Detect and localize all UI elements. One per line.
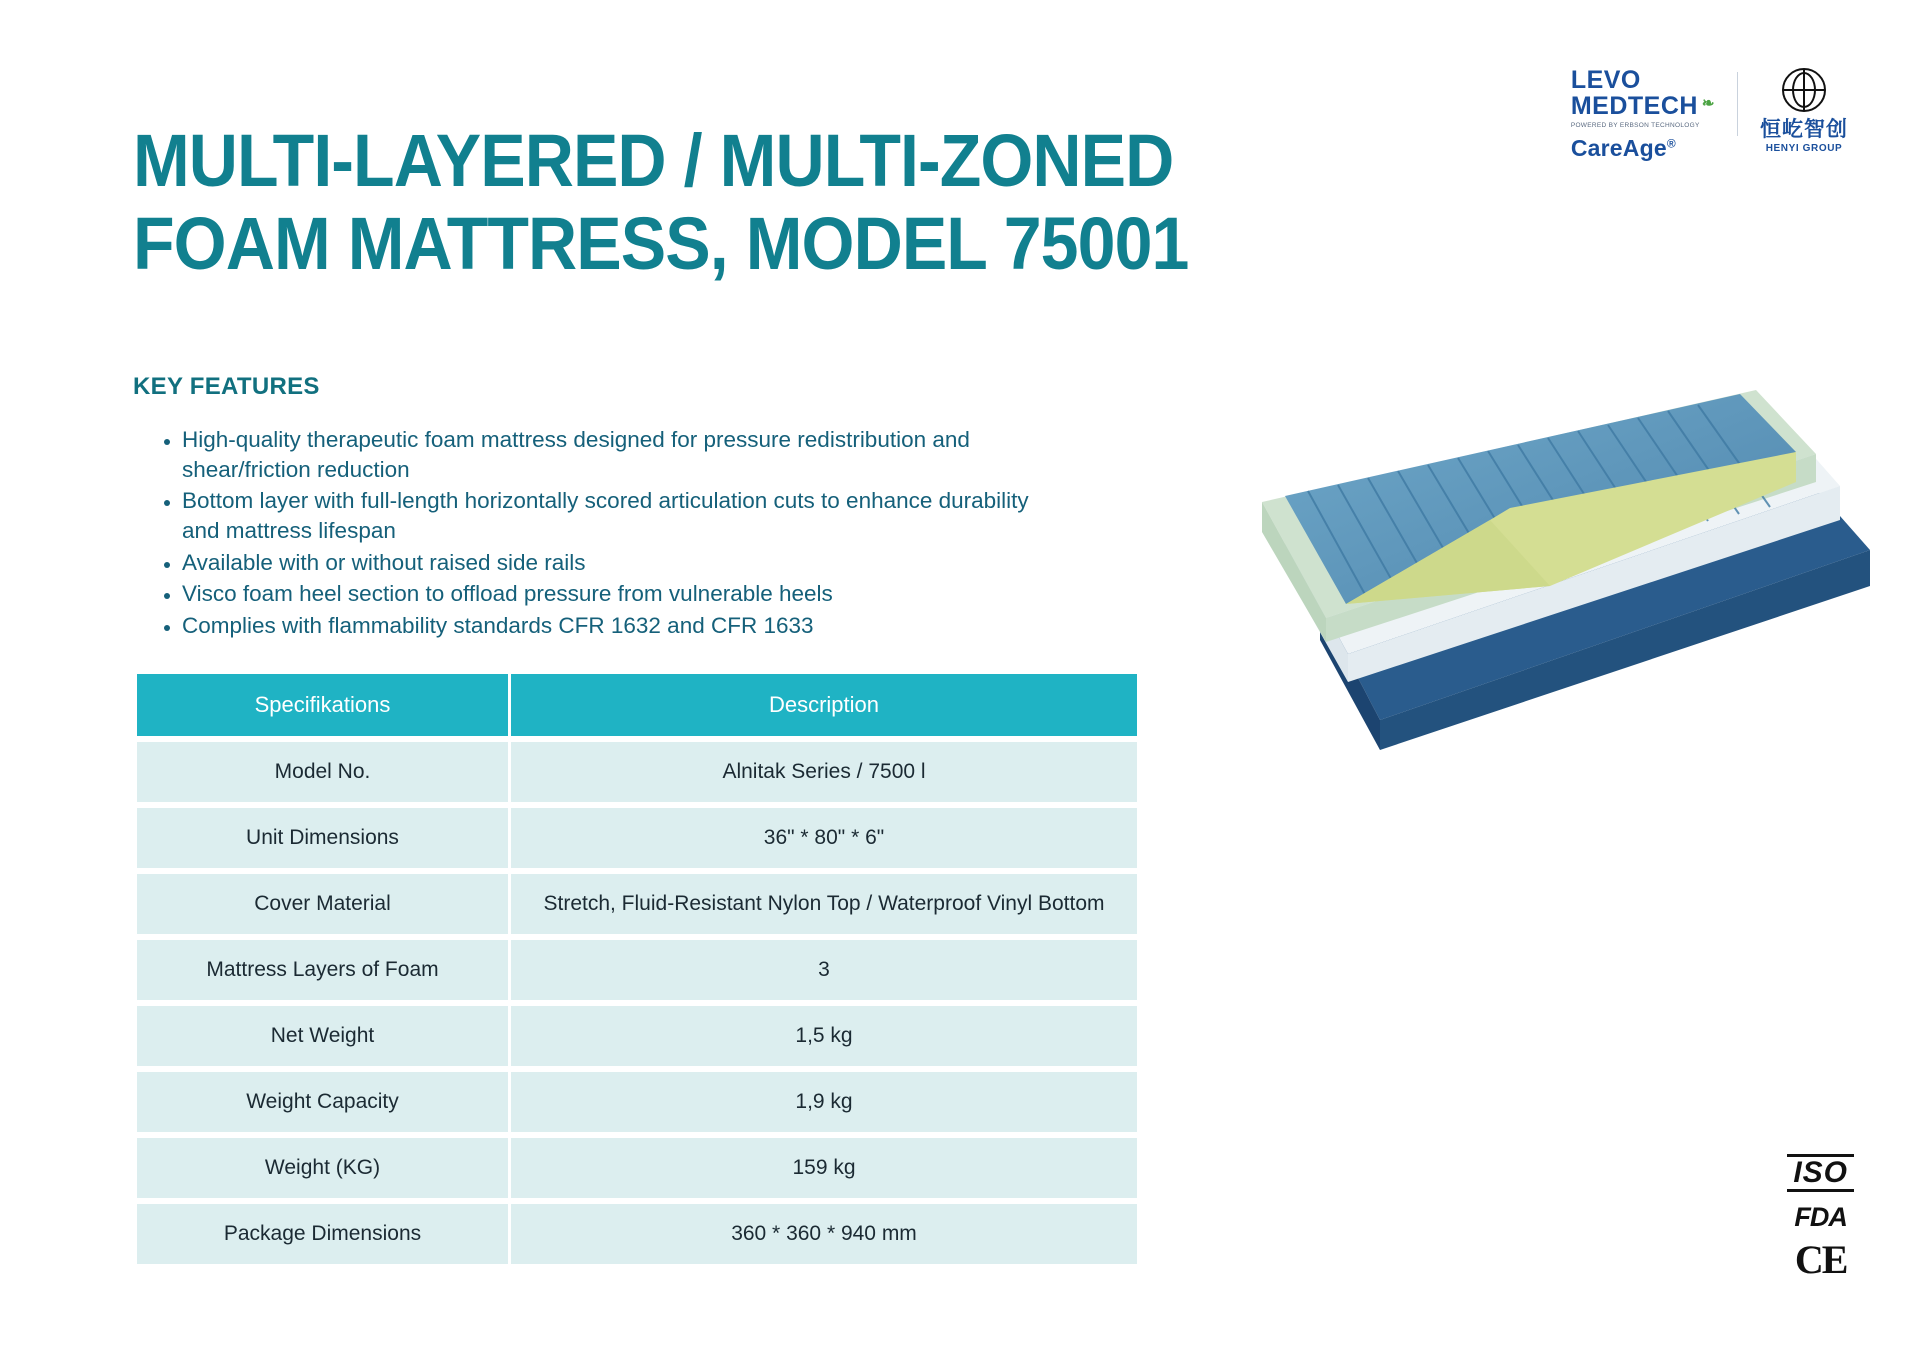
levo-logo-line1: LEVO [1570, 66, 1641, 94]
list-item: • Complies with flammability standards CFR 1632 and CFR 1633 [182, 611, 1062, 641]
key-features-heading: KEY FEATURES [133, 373, 320, 400]
certification-badges [1787, 1154, 1854, 1280]
specifications-table [134, 668, 1140, 1270]
table-row [137, 808, 1137, 868]
spec-label: Net Weight [137, 1006, 508, 1066]
leaf-icon: ❧ [1701, 95, 1715, 112]
spec-value: 159 kg [511, 1138, 1137, 1198]
key-features-list [150, 425, 1062, 643]
table-row [137, 1204, 1137, 1264]
levo-logo-line2 [1571, 94, 1715, 119]
ce-badge: CE [1794, 1237, 1847, 1282]
spec-value: Stretch, Fluid-Resistant Nylon Top / Waterproof Vinyl Bottom [511, 874, 1137, 934]
table-row [137, 940, 1137, 1000]
table-row [137, 1138, 1137, 1198]
spec-value: Alnitak Series / 7500 l [511, 742, 1137, 802]
list-item: • High-quality therapeutic foam mattress designed for pressure redistribution and shear/friction reduction [182, 425, 1062, 484]
page-title-line1: MULTI-LAYERED / MULTI-ZONED [133, 119, 1174, 202]
page-title-line2: FOAM MATTRESS, MODEL 75001 [133, 201, 1189, 285]
henyi-group-logo [1760, 68, 1848, 154]
column-header-description: Description [511, 674, 1137, 736]
fda-badge: FDA [1794, 1202, 1847, 1232]
spec-label: Weight (KG) [137, 1138, 508, 1198]
list-item: • Visco foam heel section to offload pressure from vulnerable heels [182, 579, 1062, 609]
spec-value: 36" * 80" * 6" [511, 808, 1137, 868]
table-row [137, 742, 1137, 802]
spec-value: 1,9 kg [511, 1072, 1137, 1132]
levo-logo-tagline: POWERED BY ERBSON TECHNOLOGY [1570, 122, 1700, 129]
page-title [133, 120, 1283, 286]
spec-value: 3 [511, 940, 1137, 1000]
spec-label: Package Dimensions [137, 1204, 508, 1264]
logo-divider [1737, 72, 1738, 136]
henyi-logo-chinese: 恒屹智创 [1760, 118, 1848, 141]
spec-label: Unit Dimensions [137, 808, 508, 868]
table-row [137, 1072, 1137, 1132]
brand-logo-bar [1571, 68, 1848, 160]
careage-logo-text: CareAge [1570, 134, 1667, 161]
spec-value: 1,5 kg [511, 1006, 1137, 1066]
list-item: • Available with or without raised side rails [182, 548, 1062, 578]
spec-label: Model No. [137, 742, 508, 802]
levo-medtech-logo [1571, 68, 1715, 160]
spec-value: 360 * 360 * 940 mm [511, 1204, 1137, 1264]
table-row [137, 874, 1137, 934]
product-image [1080, 390, 1870, 910]
table-header-row [137, 674, 1137, 736]
henyi-logo-english: HENYI GROUP [1765, 143, 1843, 154]
careage-logo [1570, 134, 1676, 161]
list-item: • Bottom layer with full-length horizontally scored articulation cuts to enhance durability and mattress lifespan [182, 486, 1062, 545]
globe-icon [1782, 68, 1826, 112]
careage-registered-mark: ® [1666, 135, 1676, 150]
table-row [137, 1006, 1137, 1066]
levo-logo-line2-text: MEDTECH [1570, 92, 1698, 120]
column-header-specifications: Specifikations [137, 674, 508, 736]
spec-label: Mattress Layers of Foam [137, 940, 508, 1000]
iso-badge: ISO [1787, 1154, 1854, 1192]
spec-label: Cover Material [137, 874, 508, 934]
spec-label: Weight Capacity [137, 1072, 508, 1132]
